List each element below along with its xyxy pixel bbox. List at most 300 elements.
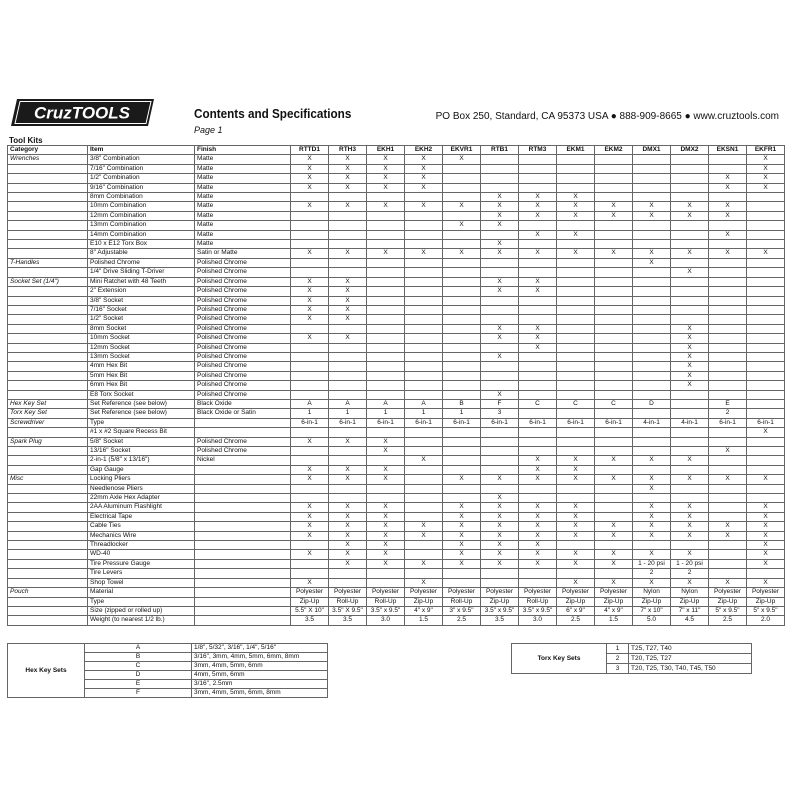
category-cell — [8, 428, 88, 437]
kit-value-cell — [557, 324, 595, 333]
kit-value-cell — [519, 268, 557, 277]
kit-value-cell: Polyester — [443, 588, 481, 597]
column-header: DMX2 — [671, 146, 709, 155]
category-cell — [8, 494, 88, 503]
kit-value-cell — [367, 578, 405, 587]
kit-value-cell: X — [709, 202, 747, 211]
kit-value-cell — [671, 541, 709, 550]
kit-value-cell — [405, 512, 443, 521]
kit-value-cell — [709, 569, 747, 578]
kit-value-cell: X — [557, 503, 595, 512]
kit-value-cell — [329, 211, 367, 220]
table-row — [8, 550, 785, 559]
finish-cell: Polished Chrome — [195, 315, 291, 324]
kit-value-cell: X — [557, 512, 595, 521]
kit-value-cell — [443, 258, 481, 267]
kit-value-cell: X — [519, 202, 557, 211]
kit-value-cell — [443, 578, 481, 587]
kit-value-cell — [595, 447, 633, 456]
table-row — [8, 249, 785, 258]
kit-value-cell — [557, 305, 595, 314]
kit-value-cell: 1 - 20 psi — [671, 559, 709, 568]
kit-value-cell — [329, 578, 367, 587]
finish-cell: Matte — [195, 183, 291, 192]
kit-value-cell: X — [519, 249, 557, 258]
kit-value-cell: X — [367, 550, 405, 559]
kit-value-cell — [405, 315, 443, 324]
kit-value-cell: X — [747, 559, 785, 568]
kit-value-cell — [557, 221, 595, 230]
kit-value-cell — [291, 569, 329, 578]
item-cell: Mini Ratchet with 48 Teeth — [88, 277, 195, 286]
kit-value-cell — [367, 569, 405, 578]
kit-value-cell — [519, 409, 557, 418]
kit-value-cell — [557, 155, 595, 164]
kit-value-cell: X — [671, 381, 709, 390]
kit-value-cell — [405, 296, 443, 305]
kit-value-cell — [557, 164, 595, 173]
table-row — [8, 531, 785, 540]
kit-value-cell — [443, 465, 481, 474]
item-cell: 13mm Combination — [88, 221, 195, 230]
set-sizes-cell: 1/8", 5/32", 3/16", 1/4", 5/16" — [192, 644, 328, 653]
kit-value-cell: X — [367, 249, 405, 258]
set-number-cell: 1 — [607, 644, 629, 654]
finish-cell: Matte — [195, 211, 291, 220]
kit-value-cell — [405, 390, 443, 399]
finish-cell: Polished Chrome — [195, 381, 291, 390]
kit-value-cell: X — [443, 512, 481, 521]
kit-value-cell — [595, 193, 633, 202]
category-cell — [8, 512, 88, 521]
kit-value-cell — [595, 324, 633, 333]
category-cell — [8, 324, 88, 333]
kit-value-cell: X — [443, 550, 481, 559]
table-row — [8, 503, 785, 512]
kit-value-cell — [443, 296, 481, 305]
kit-value-cell — [709, 277, 747, 286]
kit-value-cell: X — [557, 456, 595, 465]
item-cell: Shop Towel — [88, 578, 195, 587]
kit-value-cell: X — [595, 475, 633, 484]
item-cell: 3/8" Socket — [88, 296, 195, 305]
table-row — [8, 164, 785, 173]
finish-cell: Polished Chrome — [195, 287, 291, 296]
kit-value-cell — [329, 240, 367, 249]
kit-value-cell: X — [519, 541, 557, 550]
kit-value-cell: X — [747, 155, 785, 164]
kit-value-cell: X — [557, 249, 595, 258]
table-row — [8, 155, 785, 164]
item-cell: Type — [88, 597, 195, 606]
category-cell — [8, 559, 88, 568]
kit-value-cell: X — [519, 512, 557, 521]
kit-value-cell: X — [557, 230, 595, 239]
kit-value-cell: X — [329, 183, 367, 192]
kit-value-cell — [595, 343, 633, 352]
tool-kits-table — [7, 145, 785, 626]
column-header: EKH1 — [367, 146, 405, 155]
kit-value-cell: X — [709, 531, 747, 540]
kit-value-cell: X — [747, 541, 785, 550]
kit-value-cell — [557, 381, 595, 390]
kit-value-cell — [671, 409, 709, 418]
table-row — [8, 606, 785, 615]
kit-value-cell: X — [443, 522, 481, 531]
kit-value-cell — [443, 343, 481, 352]
kit-value-cell: X — [709, 578, 747, 587]
item-cell: 12mm Combination — [88, 211, 195, 220]
kit-value-cell — [595, 268, 633, 277]
kit-value-cell: X — [671, 578, 709, 587]
table-row — [8, 381, 785, 390]
kit-value-cell — [747, 390, 785, 399]
item-cell: Type — [88, 418, 195, 427]
item-cell: 14mm Combination — [88, 230, 195, 239]
kit-value-cell: 7" x 11" — [671, 606, 709, 615]
kit-value-cell — [709, 305, 747, 314]
category-cell — [8, 362, 88, 371]
kit-value-cell — [481, 183, 519, 192]
category-cell — [8, 541, 88, 550]
kit-value-cell: Polyester — [595, 588, 633, 597]
kit-value-cell — [519, 174, 557, 183]
item-cell: Gap Gauge — [88, 465, 195, 474]
finish-cell: Black Oxide — [195, 399, 291, 408]
item-cell: #1 x #2 Square Recess Bit — [88, 428, 195, 437]
page-title: Contents and Specifications — [194, 106, 352, 121]
kit-value-cell: 4" x 9" — [405, 606, 443, 615]
kit-value-cell: X — [329, 305, 367, 314]
kit-value-cell — [405, 268, 443, 277]
kit-value-cell: 3.5 — [291, 616, 329, 625]
item-cell: 10mm Socket — [88, 334, 195, 343]
kit-value-cell: X — [329, 174, 367, 183]
kit-value-cell: 4-in-1 — [671, 418, 709, 427]
kit-value-cell — [595, 164, 633, 173]
kit-value-cell — [405, 428, 443, 437]
table-row — [8, 296, 785, 305]
finish-cell — [195, 578, 291, 587]
kit-value-cell: X — [557, 550, 595, 559]
kit-value-cell — [481, 569, 519, 578]
kit-value-cell — [633, 381, 671, 390]
kit-value-cell — [367, 371, 405, 380]
finish-cell: Polished Chrome — [195, 362, 291, 371]
kit-value-cell: X — [329, 512, 367, 521]
kit-value-cell: X — [481, 352, 519, 361]
kit-value-cell — [709, 494, 747, 503]
kit-value-cell — [443, 230, 481, 239]
kit-value-cell — [557, 334, 595, 343]
kit-value-cell: X — [329, 249, 367, 258]
kit-value-cell — [671, 494, 709, 503]
kit-value-cell — [405, 475, 443, 484]
category-cell — [8, 211, 88, 220]
finish-cell: Matte — [195, 202, 291, 211]
kit-value-cell: 1 — [443, 409, 481, 418]
kit-value-cell — [405, 277, 443, 286]
kit-value-cell — [709, 541, 747, 550]
set-sizes-cell: T20, T25, T27 — [629, 654, 752, 664]
kit-value-cell: X — [329, 164, 367, 173]
kit-value-cell — [709, 268, 747, 277]
kit-value-cell — [633, 371, 671, 380]
kit-value-cell: Zip-Up — [291, 597, 329, 606]
kit-value-cell: X — [519, 559, 557, 568]
category-cell — [8, 202, 88, 211]
kit-value-cell — [709, 381, 747, 390]
kit-value-cell — [405, 193, 443, 202]
kit-value-cell: X — [709, 475, 747, 484]
kit-value-cell: X — [709, 211, 747, 220]
kit-value-cell — [481, 578, 519, 587]
category-cell: Spark Plug — [8, 437, 88, 446]
column-header: EKVR1 — [443, 146, 481, 155]
kit-value-cell: X — [671, 456, 709, 465]
kit-value-cell — [291, 352, 329, 361]
kit-value-cell: 6-in-1 — [367, 418, 405, 427]
category-cell: Screwdriver — [8, 418, 88, 427]
item-cell: 5/8" Socket — [88, 437, 195, 446]
table-row — [8, 588, 785, 597]
category-cell — [8, 240, 88, 249]
kit-value-cell: D — [633, 399, 671, 408]
table-row — [8, 475, 785, 484]
kit-value-cell — [367, 334, 405, 343]
kit-value-cell — [671, 155, 709, 164]
kit-value-cell — [519, 494, 557, 503]
table-row — [512, 644, 752, 654]
kit-value-cell — [481, 447, 519, 456]
kit-value-cell — [481, 174, 519, 183]
kit-value-cell: X — [633, 484, 671, 493]
kit-value-cell — [367, 268, 405, 277]
category-cell — [8, 174, 88, 183]
kit-value-cell — [747, 362, 785, 371]
column-header: DMX1 — [633, 146, 671, 155]
kit-value-cell — [405, 503, 443, 512]
kit-value-cell — [367, 221, 405, 230]
kit-value-cell: Nylon — [633, 588, 671, 597]
kit-value-cell: X — [329, 465, 367, 474]
kit-value-cell: X — [747, 531, 785, 540]
kit-value-cell — [291, 221, 329, 230]
column-header: EKM1 — [557, 146, 595, 155]
kit-value-cell — [709, 155, 747, 164]
kit-value-cell — [291, 240, 329, 249]
kit-value-cell — [405, 287, 443, 296]
kit-value-cell — [367, 343, 405, 352]
category-cell — [8, 183, 88, 192]
kit-value-cell — [633, 174, 671, 183]
finish-cell: Polished Chrome — [195, 343, 291, 352]
kit-value-cell — [709, 437, 747, 446]
set-letter-cell: A — [85, 644, 192, 653]
kit-value-cell — [671, 164, 709, 173]
kit-value-cell: 6-in-1 — [709, 418, 747, 427]
kit-value-cell — [367, 494, 405, 503]
kit-value-cell: 3.0 — [367, 616, 405, 625]
item-cell: Mechanics Wire — [88, 531, 195, 540]
kit-value-cell — [747, 305, 785, 314]
kit-value-cell: Roll-Up — [443, 597, 481, 606]
kit-value-cell — [367, 277, 405, 286]
table-row — [8, 512, 785, 521]
finish-cell: Polished Chrome — [195, 305, 291, 314]
kit-value-cell — [367, 484, 405, 493]
kit-value-cell — [329, 230, 367, 239]
kit-value-cell: X — [671, 334, 709, 343]
kit-value-cell: Zip-Up — [671, 597, 709, 606]
kit-value-cell: Roll-Up — [329, 597, 367, 606]
kit-value-cell — [557, 409, 595, 418]
table-row — [8, 305, 785, 314]
finish-cell: Polished Chrome — [195, 296, 291, 305]
kit-value-cell: 6-in-1 — [481, 418, 519, 427]
item-cell: 3/8" Combination — [88, 155, 195, 164]
kit-value-cell — [709, 465, 747, 474]
kit-value-cell — [405, 211, 443, 220]
kit-value-cell: X — [557, 531, 595, 540]
kit-value-cell: X — [291, 155, 329, 164]
kit-value-cell: X — [405, 174, 443, 183]
kit-value-cell — [709, 559, 747, 568]
item-cell: Tire Levers — [88, 569, 195, 578]
item-cell: E10 x E12 Torx Box — [88, 240, 195, 249]
category-cell — [8, 305, 88, 314]
category-cell — [8, 352, 88, 361]
kit-value-cell — [709, 428, 747, 437]
item-cell: 13mm Socket — [88, 352, 195, 361]
kit-value-cell — [595, 334, 633, 343]
page-number: Page 1 — [194, 125, 223, 135]
kit-value-cell: 3.5" x 9.5" — [367, 606, 405, 615]
category-cell — [8, 550, 88, 559]
kit-value-cell: X — [367, 503, 405, 512]
kit-value-cell — [633, 362, 671, 371]
kit-value-cell: X — [443, 221, 481, 230]
table-row — [8, 390, 785, 399]
kit-value-cell: 2.5 — [557, 616, 595, 625]
kit-value-cell — [367, 240, 405, 249]
kit-value-cell: 6-in-1 — [557, 418, 595, 427]
kit-value-cell: X — [595, 550, 633, 559]
kit-value-cell — [747, 287, 785, 296]
kit-value-cell: X — [291, 296, 329, 305]
finish-cell: Polished Chrome — [195, 334, 291, 343]
kit-value-cell — [595, 512, 633, 521]
kit-value-cell — [595, 494, 633, 503]
kit-value-cell: X — [443, 202, 481, 211]
kit-value-cell — [557, 258, 595, 267]
kit-value-cell: Zip-Up — [405, 597, 443, 606]
kit-value-cell: X — [633, 249, 671, 258]
kit-value-cell — [633, 268, 671, 277]
kit-value-cell — [291, 268, 329, 277]
kit-value-cell: X — [747, 522, 785, 531]
kit-value-cell: X — [519, 550, 557, 559]
kit-value-cell: 6-in-1 — [747, 418, 785, 427]
kit-value-cell: 3" x 9.5" — [443, 606, 481, 615]
table-row — [8, 211, 785, 220]
category-cell — [8, 296, 88, 305]
kit-value-cell — [595, 277, 633, 286]
kit-value-cell: X — [709, 183, 747, 192]
kit-value-cell: Zip-Up — [481, 597, 519, 606]
kit-value-cell: X — [747, 164, 785, 173]
table-row — [8, 541, 785, 550]
kit-value-cell — [595, 240, 633, 249]
kit-value-cell: X — [671, 475, 709, 484]
kit-value-cell: X — [557, 475, 595, 484]
kit-value-cell: X — [595, 578, 633, 587]
section-title: Tool Kits — [9, 136, 43, 145]
table-row — [8, 230, 785, 239]
kit-value-cell — [633, 334, 671, 343]
kit-value-cell — [557, 240, 595, 249]
kit-value-cell: X — [291, 522, 329, 531]
kit-value-cell: X — [747, 183, 785, 192]
kit-value-cell: X — [633, 475, 671, 484]
table-row — [8, 447, 785, 456]
kit-value-cell: X — [557, 522, 595, 531]
kit-value-cell — [709, 315, 747, 324]
kit-value-cell: X — [367, 183, 405, 192]
kit-value-cell — [405, 494, 443, 503]
item-cell: Locking Pliers — [88, 475, 195, 484]
kit-value-cell — [443, 447, 481, 456]
kit-value-cell — [671, 305, 709, 314]
kit-value-cell — [747, 371, 785, 380]
item-cell: Set Reference (see below) — [88, 399, 195, 408]
kit-value-cell — [481, 305, 519, 314]
category-cell — [8, 465, 88, 474]
kit-value-cell: X — [557, 559, 595, 568]
table-row — [8, 277, 785, 286]
kit-value-cell: X — [291, 550, 329, 559]
kit-value-cell — [709, 164, 747, 173]
kit-value-cell — [481, 268, 519, 277]
finish-cell: Matte — [195, 174, 291, 183]
finish-cell — [195, 522, 291, 531]
category-cell — [8, 343, 88, 352]
kit-value-cell: Nylon — [671, 588, 709, 597]
set-sizes-cell: 3/16", 2.5mm — [192, 680, 328, 689]
kit-value-cell — [747, 569, 785, 578]
kit-value-cell — [595, 315, 633, 324]
kit-value-cell — [519, 240, 557, 249]
kit-value-cell: 5.5" X 10" — [291, 606, 329, 615]
item-cell: 1/2" Combination — [88, 174, 195, 183]
kit-value-cell — [329, 268, 367, 277]
kit-value-cell — [671, 447, 709, 456]
kit-value-cell — [671, 399, 709, 408]
kit-value-cell: Zip-Up — [747, 597, 785, 606]
kit-value-cell: X — [671, 343, 709, 352]
kit-value-cell — [747, 240, 785, 249]
kit-value-cell — [443, 287, 481, 296]
kit-value-cell: 5" x 9.5" — [747, 606, 785, 615]
kit-value-cell — [671, 277, 709, 286]
kit-value-cell — [709, 343, 747, 352]
kit-value-cell — [519, 371, 557, 380]
kit-value-cell: X — [291, 503, 329, 512]
kit-value-cell: X — [557, 193, 595, 202]
kit-value-cell — [595, 221, 633, 230]
kit-value-cell: X — [443, 541, 481, 550]
kit-value-cell: X — [329, 559, 367, 568]
